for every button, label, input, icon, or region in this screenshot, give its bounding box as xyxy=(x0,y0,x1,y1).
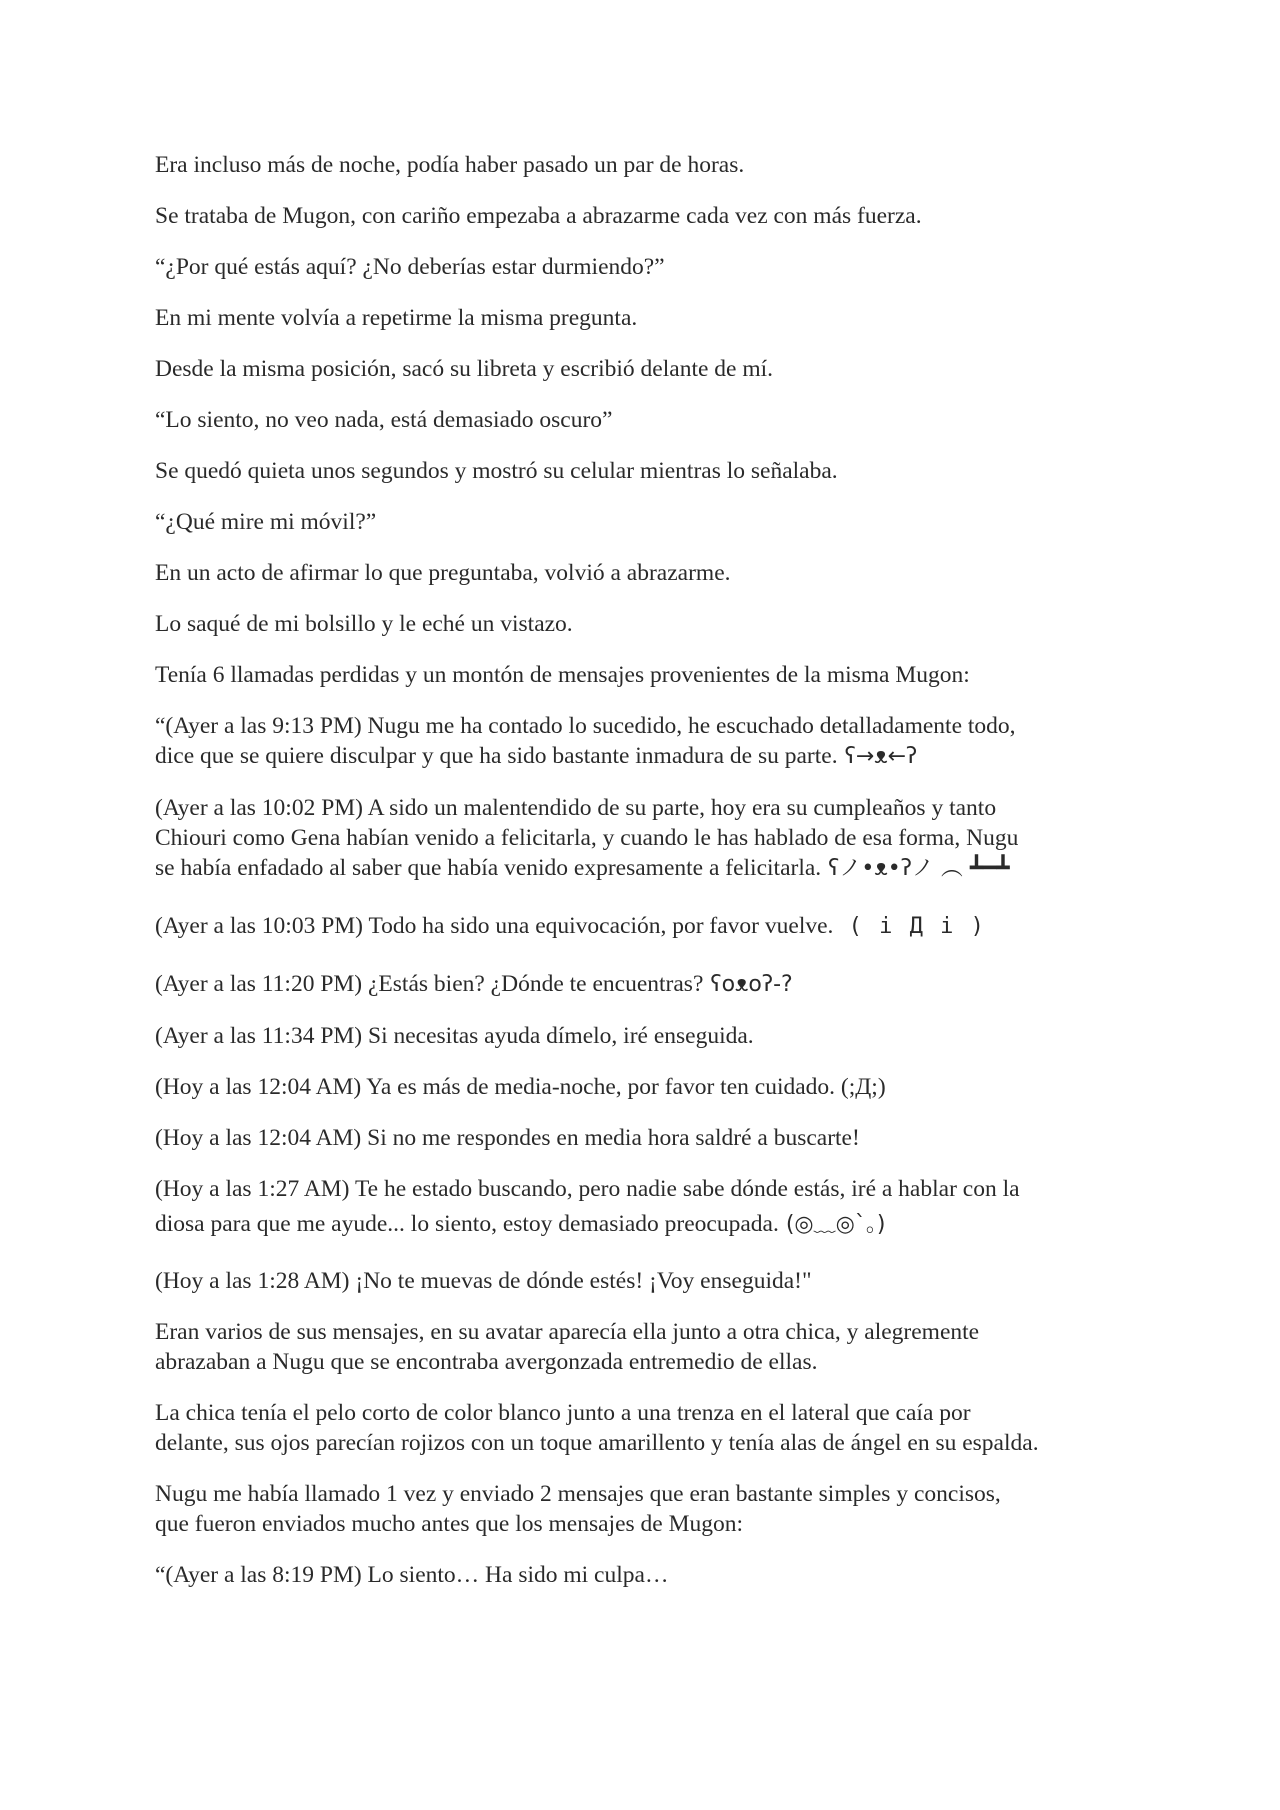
paragraph-6 xyxy=(155,405,1155,435)
text-line: Chiouri como Gena habían venido a felicitarla, y cuando le has hablado de esa forma, Nugu xyxy=(155,825,1019,851)
text-line: Era incluso más de noche, podía haber pasado un par de horas. xyxy=(155,152,745,178)
text-line: (Hoy a las 1:27 AM) Te he estado buscando, pero nadie sabe dónde estás, iré a hablar con la xyxy=(155,1176,1020,1202)
kaomoji: (◎﹏◎`。) xyxy=(778,1212,886,1237)
message-3 xyxy=(155,911,1155,942)
kaomoji: ʕ→ᴥ←ʔ xyxy=(837,744,918,769)
message-7 xyxy=(155,1123,1155,1153)
paragraph-10 xyxy=(155,609,1155,639)
text-line: (Hoy a las 1:28 AM) ¡No te muevas de dónde estés! ¡Voy enseguida!" xyxy=(155,1268,812,1294)
text-line: abrazaban a Nugu que se encontraba avergonzada entremedio de ellas. xyxy=(155,1349,818,1375)
paragraph-description xyxy=(155,1398,1155,1458)
paragraph-avatar xyxy=(155,1317,1155,1377)
text-line: Tenía 6 llamadas perdidas y un montón de mensajes provenientes de la misma Mugon: xyxy=(155,662,970,688)
text-segment: (Ayer a las 10:03 PM) Todo ha sido una equivocación, por favor vuelve. xyxy=(155,913,834,939)
paragraph-7 xyxy=(155,456,1155,486)
document-page xyxy=(155,150,1155,1611)
paragraph-5 xyxy=(155,354,1155,384)
text-line: Lo saqué de mi bolsillo y le eché un vistazo. xyxy=(155,611,573,637)
text-line: “¿Por qué estás aquí? ¿No deberías estar durmiendo?” xyxy=(155,254,665,280)
text-line xyxy=(155,911,1155,942)
text-line: (Ayer a las 11:34 PM) Si necesitas ayuda dímelo, iré enseguida. xyxy=(155,1023,754,1049)
kaomoji: ʕノ•ᴥ•ʔノ ︵ ┻━┻ xyxy=(821,856,1010,881)
text-line: que fueron enviados mucho antes que los mensajes de Mugon: xyxy=(155,1511,744,1537)
message-9 xyxy=(155,1266,1155,1296)
message-nugu-1 xyxy=(155,1560,1155,1590)
text-line: “Lo siento, no veo nada, está demasiado oscuro” xyxy=(155,407,613,433)
text-line: Nugu me había llamado 1 vez y enviado 2 mensajes que eran bastante simples y concisos, xyxy=(155,1481,1001,1507)
paragraph-4 xyxy=(155,303,1155,333)
kaomoji: ( i Д i ) xyxy=(833,914,986,939)
paragraph-11 xyxy=(155,660,1155,690)
text-line: Se trataba de Mugon, con cariño empezaba a abrazarme cada vez con más fuerza. xyxy=(155,203,922,229)
message-4 xyxy=(155,969,1155,1000)
paragraph-8 xyxy=(155,507,1155,537)
text-segment: dice que se quiere disculpar y que ha sido bastante inmadura de su parte. xyxy=(155,743,838,769)
message-5 xyxy=(155,1021,1155,1051)
text-line: delante, sus ojos parecían rojizos con un toque amarillento y tenía alas de ángel en su espalda. xyxy=(155,1430,1039,1456)
text-line: (Hoy a las 12:04 AM) Si no me respondes en media hora saldré a buscarte! xyxy=(155,1125,860,1151)
paragraph-9 xyxy=(155,558,1155,588)
paragraph-2 xyxy=(155,201,1155,231)
paragraph-nugu xyxy=(155,1479,1155,1539)
paragraph-3 xyxy=(155,252,1155,282)
text-line: (Hoy a las 12:04 AM) Ya es más de media-noche, por favor ten cuidado. (;Д;) xyxy=(155,1074,886,1100)
text-segment: (Ayer a las 11:20 PM) ¿Estás bien? ¿Dónde te encuentras? xyxy=(155,971,704,997)
message-2 xyxy=(155,793,1155,884)
text-line: Se quedó quieta unos segundos y mostró su celular mientras lo señalaba. xyxy=(155,458,838,484)
text-line: “(Ayer a las 8:19 PM) Lo siento… Ha sido mi culpa… xyxy=(155,1562,669,1588)
text-line: “¿Qué mire mi móvil?” xyxy=(155,509,377,535)
text-line: “(Ayer a las 9:13 PM) Nugu me ha contado lo sucedido, he escuchado detalladamente todo, xyxy=(155,713,1016,739)
text-segment: diosa para que me ayude... lo siento, estoy demasiado preocupada. xyxy=(155,1211,779,1237)
text-line: (Ayer a las 10:02 PM) A sido un malentendido de su parte, hoy era su cumpleaños y tanto xyxy=(155,795,997,821)
message-6 xyxy=(155,1072,1155,1102)
text-line: En un acto de afirmar lo que preguntaba, volvió a abrazarme. xyxy=(155,560,731,586)
message-1 xyxy=(155,711,1155,772)
kaomoji: ʕoᴥoʔ-? xyxy=(703,972,793,997)
text-line: En mi mente volvía a repetirme la misma pregunta. xyxy=(155,305,638,331)
text-line: Eran varios de sus mensajes, en su avatar aparecía ella junto a otra chica, y alegremente xyxy=(155,1319,980,1345)
text-line xyxy=(155,741,1155,772)
message-8 xyxy=(155,1174,1155,1245)
paragraph-1 xyxy=(155,150,1155,180)
text-line: Desde la misma posición, sacó su libreta y escribió delante de mí. xyxy=(155,356,774,382)
text-line xyxy=(155,969,1155,1000)
text-line xyxy=(155,853,1155,884)
text-segment: se había enfadado al saber que había venido expresamente a felicitarla. xyxy=(155,855,822,881)
text-line xyxy=(155,1204,1155,1245)
text-line: La chica tenía el pelo corto de color blanco junto a una trenza en el lateral que caía por xyxy=(155,1400,971,1426)
